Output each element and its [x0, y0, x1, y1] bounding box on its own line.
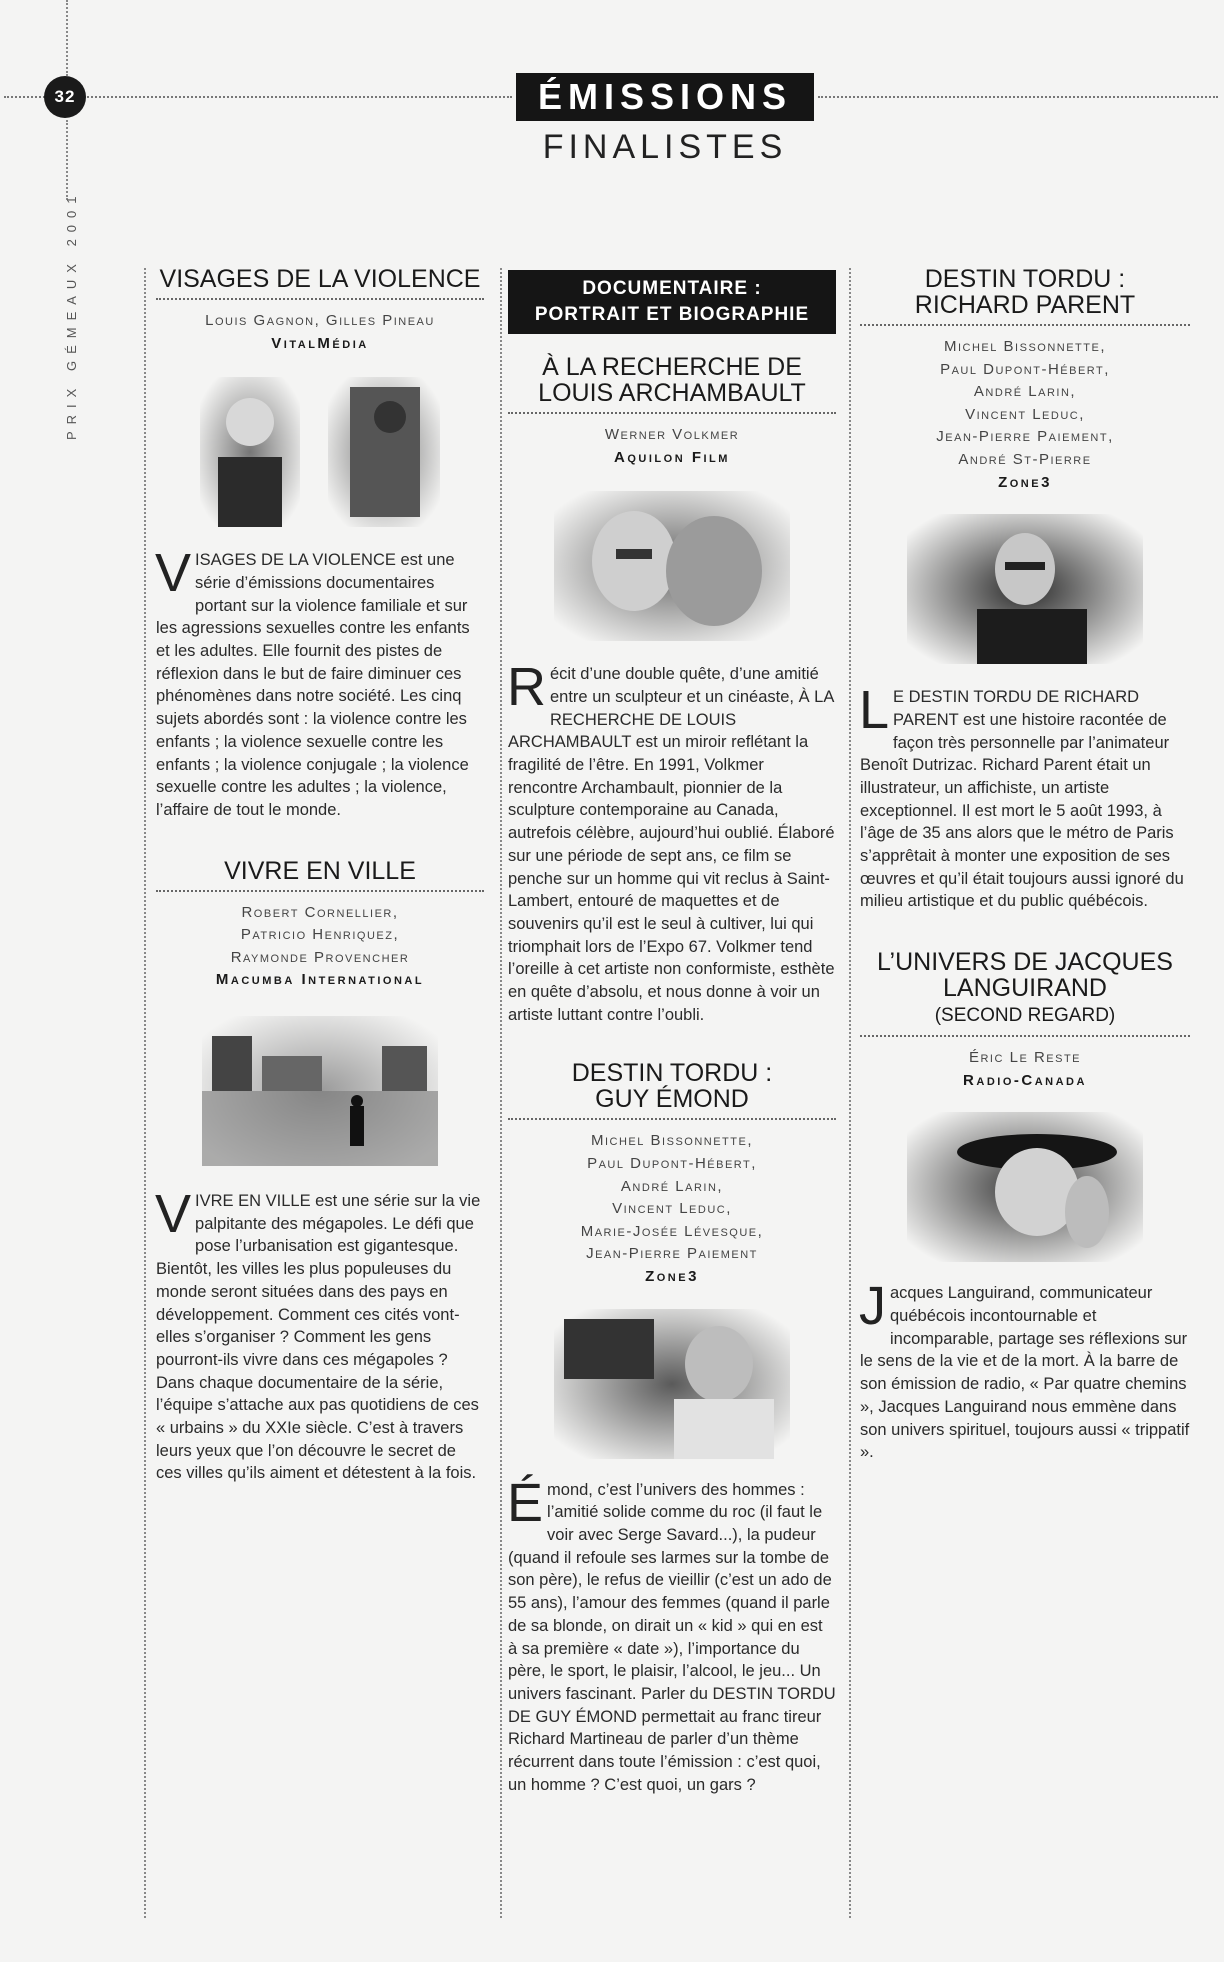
portrait-photo-icon [200, 377, 440, 527]
credit-line: Vincent Leduc, [965, 405, 1085, 423]
credit-line: Louis Gagnon, Gilles Pineau [205, 312, 435, 329]
two-men-photo-icon [554, 491, 790, 641]
left-column [156, 266, 484, 1485]
column-divider [500, 268, 502, 1918]
credit-line: Paul Dupont-Hébert, [587, 1155, 757, 1173]
producer: Zone3 [998, 473, 1052, 491]
credits [860, 336, 1190, 494]
program-description [507, 1472, 836, 1797]
credit-line: Michel Bissonnette, [590, 1132, 754, 1150]
credit-line: André St-Pierre [958, 450, 1092, 468]
title-rule [508, 1118, 836, 1120]
drop-cap: J [859, 1276, 886, 1337]
program-description [507, 657, 836, 1026]
drop-cap: L [859, 680, 890, 741]
drop-cap: R [507, 657, 546, 718]
category-line: PORTRAIT ET BIOGRAPHIE [534, 304, 810, 325]
category-label [508, 270, 836, 334]
producer: Macumba International [215, 971, 425, 989]
program-title: À LA RECHERCHE DE LOUIS ARCHAMBAULT [538, 353, 806, 407]
program-description [859, 680, 1190, 913]
right-column [860, 266, 1190, 1464]
drop-cap: É [507, 1472, 544, 1533]
column-divider [849, 268, 851, 1918]
middle-column [508, 270, 836, 1796]
man-hat-photo-icon [907, 1112, 1143, 1262]
program-description [859, 1276, 1190, 1464]
program-entry [860, 949, 1190, 1464]
credit-line: Jean-Pierre Paiement, [936, 428, 1114, 446]
description-text: mond, c’est l’univers des hommes : l’amitié solide comme du roc (il faut le voir avec Serge Savard...), la pudeur (quand il refoule ses larmes sur la tombe de son père), le refus de vieillir (c’est un ado de 55 ans), l’amour des femmes (quand il parle de sa blonde, on dirait un « kid » qui en est à sa première « date »), l’importance du père, le sport, le plaisir, l’alcool, le jeu... Un univers fascinant. Parler du DESTIN TORDU DE GUY ÉMOND permettait au franc tireur Richard Martineau de parler d’un thème récurrent dans toute l’émission : c’est quoi, un homme ? C’est quoi, un gars ? [508, 1480, 836, 1794]
program-title: DESTIN TORDU : GUY ÉMOND [571, 1059, 773, 1114]
column-divider [144, 268, 146, 1918]
producer: Zone3 [645, 1268, 699, 1285]
program-title: DESTIN TORDU : RICHARD PARENT [914, 265, 1136, 319]
man-glasses-photo-icon [907, 514, 1143, 664]
title-rule [156, 890, 484, 892]
credits [156, 310, 484, 355]
drop-cap: V [155, 543, 192, 604]
program-entry [156, 858, 484, 1486]
program-entry [156, 266, 484, 822]
program-entry [508, 1060, 836, 1796]
program-entry [860, 266, 1190, 913]
credit-line: Michel Bissonnette, [943, 338, 1107, 355]
credit-line: Éric Le Reste [968, 1049, 1082, 1067]
credits [508, 1130, 836, 1288]
credits [508, 424, 836, 469]
program-title: VISAGES DE LA VIOLENCE [159, 265, 481, 293]
credit-line: Raymonde Provencher [230, 948, 410, 966]
program-description [155, 1184, 484, 1485]
description-text: écit d’une double quête, d’une amitié entre un sculpteur et un cinéaste, À LA RECHERCHE DE LOUIS ARCHAMBAULT est un miroir reflétant la fragilité de l’être. En 1991, Volkmer rencontre Archambault, pionnier de la sculpture contemporaine au Canada, autrefois célèbre, aujourd’hui oublié. Élaboré sur une période de sept ans, ce film se penche sur un homme qui vit reclus à Saint-Lambert, entouré de maquettes et de souvenirs qu’il est le seul à cultiver, lui qui triomphait lors de l’Expo 67. Volkmer tend l’oreille à cet artiste non conformiste, esthète en quête d’absolu, et nous donne à voir un artiste luttant contre l’oubli. [508, 665, 835, 1024]
page-subtitle: FINALISTES [542, 128, 788, 166]
program-title: L’UNIVERS DE JACQUES LANGUIRAND [877, 948, 1173, 1003]
title-rule [508, 412, 836, 414]
program-title: VIVRE EN VILLE [224, 856, 416, 885]
credit-line: André Larin, [973, 383, 1077, 401]
description-text: E DESTIN TORDU DE RICHARD PARENT est une histoire racontée de façon très personnelle par l’animateur Benoît Dutrizac. Richard Parent était un illustrateur, un affichiste, un artiste exceptionnel. Il est mort le 5 août 1993, à l’âge de 35 ans alors que le métro de Paris s’apprêtait à monter une exposition de ses œuvres et qu’il était toujours aussi ignoré du milieu artistique et du public québécois. [860, 688, 1184, 911]
header-dotted-rule-right [818, 96, 1218, 98]
city-photo-icon [202, 1016, 438, 1166]
title-rule [860, 324, 1190, 326]
credit-line: Robert Cornellier, [241, 903, 399, 921]
description-text: ISAGES DE LA VIOLENCE est une série d’émissions documentaires portant sur la violence familiale et sur les agressions sexuelles contre les enfants et les adultes. Elle fournit des pistes de réflexion dans le but de faire diminuer ces phénomènes dans notre société. Les cinq sujets abordés sont : la violence contre les enfants ; la violence sexuelle contre les enfants ; la violence conjugale ; la violence sexuelle contre les adultes ; la violence, l’affaire de tout le monde. [156, 551, 470, 819]
producer: VitalMédia [271, 334, 369, 352]
credit-line: Paul Dupont-Hébert, [940, 360, 1110, 378]
credits [860, 1047, 1190, 1092]
credit-line: Marie-Josée Lévesque, [580, 1222, 764, 1240]
credit-line: André Larin, [620, 1177, 724, 1195]
description-text: acques Languirand, communicateur québécois incontournable et incomparable, partage ses réflexions sur le sens de la vie et de la mort. À la barre de son émission de radio, « Par quatre chemins », Jacques Languirand nous emmène dans son univers spirituel, toujours aussi « trippatif ». [860, 1284, 1190, 1462]
drop-cap: V [155, 1184, 192, 1244]
credit-line: Werner Volkmer [604, 426, 740, 443]
program-subtitle: (SECOND REGARD) [934, 1005, 1116, 1027]
margin-dotted-rule [66, 0, 68, 76]
program-description [155, 543, 484, 821]
page-number: 32 [44, 76, 86, 118]
title-rule [156, 298, 484, 300]
category-line: DOCUMENTAIRE : [582, 278, 762, 299]
program-entry [508, 354, 836, 1026]
producer: Aquilon Film [614, 448, 730, 466]
laughing-man-photo-icon [554, 1309, 790, 1459]
description-text: IVRE EN VILLE est une série sur la vie palpitante des mégapoles. Le défi que pose l’urbanisation est gigantesque. Bientôt, les villes les plus populeuses du monde seront situées dans des pays en développement. Comment ces cités vont-elles s’organiser ? Comment les gens pourront-ils vivre dans ces mégapoles ? Dans chaque documentaire de la série, l’équipe s’attache aux pas quotidiens de ces « urbains » du XXIe siècle. C’est à travers leurs yeux que l’on découvre le secret de ces villes qu’ils aiment et détestent à la fois. [156, 1192, 481, 1483]
producer: Radio-Canada [963, 1071, 1087, 1089]
credit-line: Patricio Henriquez, [240, 926, 400, 944]
credit-line: Jean-Pierre Paiement [586, 1245, 758, 1263]
page-title: ÉMISSIONS [516, 73, 814, 121]
credits [156, 902, 484, 992]
sidebar-label: PRIX GÉMEAUX 2001 [64, 189, 79, 440]
title-rule [860, 1035, 1190, 1037]
margin-dotted-rule-lower [66, 120, 68, 200]
credit-line: Vincent Leduc, [612, 1200, 732, 1218]
